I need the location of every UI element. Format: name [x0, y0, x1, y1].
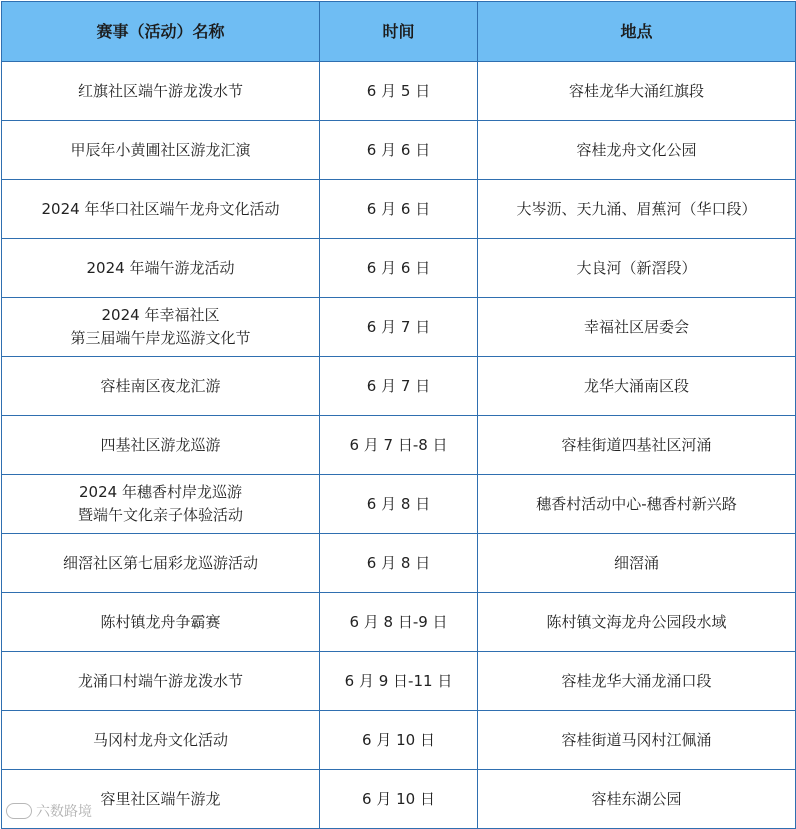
event-time-cell: 6 月 6 日 [320, 180, 478, 239]
event-time-cell: 6 月 7 日-8 日 [320, 416, 478, 475]
event-place-cell: 穗香村活动中心-穗香村新兴路 [478, 475, 796, 534]
event-place-cell: 容桂龙华大涌红旗段 [478, 62, 796, 121]
event-time-cell: 6 月 8 日-9 日 [320, 593, 478, 652]
event-place-cell: 陈村镇文海龙舟公园段水域 [478, 593, 796, 652]
table-row [2, 652, 796, 711]
header-time: 时间 [320, 2, 478, 62]
table-row [2, 534, 796, 593]
event-name-line: 容里社区端午游龙 [100, 789, 221, 808]
event-name-line: 2024 年端午游龙活动 [86, 258, 235, 277]
event-place-cell: 龙华大涌南区段 [478, 357, 796, 416]
event-name-cell [2, 121, 320, 180]
table-row [2, 62, 796, 121]
event-name-line: 马冈村龙舟文化活动 [92, 730, 228, 749]
table-row [2, 770, 796, 829]
event-name-cell [2, 239, 320, 298]
event-place-cell: 大岑沥、天九涌、眉蕉河（华口段） [478, 180, 796, 239]
event-time-cell: 6 月 7 日 [320, 357, 478, 416]
event-name-cell [2, 770, 320, 829]
event-place-cell: 容桂龙华大涌龙涌口段 [478, 652, 796, 711]
table-row [2, 711, 796, 770]
event-name-line: 龙涌口村端午游龙泼水节 [77, 671, 243, 690]
event-time-cell: 6 月 10 日 [320, 711, 478, 770]
event-name-cell [2, 593, 320, 652]
event-time-cell: 6 月 6 日 [320, 239, 478, 298]
event-name-line: 甲辰年小黄圃社区游龙汇演 [70, 140, 251, 159]
event-time-cell: 6 月 8 日 [320, 475, 478, 534]
event-name-cell [2, 711, 320, 770]
table-row [2, 357, 796, 416]
event-time-cell: 6 月 8 日 [320, 534, 478, 593]
event-name-cell [2, 62, 320, 121]
table-body [2, 62, 796, 829]
event-place-cell: 容桂龙舟文化公园 [478, 121, 796, 180]
event-name-line: 2024 年穗香村岸龙巡游 [79, 483, 242, 501]
event-place-cell: 容桂街道马冈村江佩涌 [478, 711, 796, 770]
table-header [2, 2, 796, 62]
event-time-cell: 6 月 9 日-11 日 [320, 652, 478, 711]
table-row [2, 475, 796, 534]
event-time-cell: 6 月 6 日 [320, 121, 478, 180]
event-name-line: 容桂南区夜龙汇游 [100, 376, 221, 395]
header-name: 赛事（活动）名称 [2, 2, 320, 62]
events-table [1, 1, 796, 829]
event-name-cell [2, 534, 320, 593]
event-name-line: 四基社区游龙巡游 [100, 435, 221, 454]
event-name-cell [2, 298, 320, 357]
table-row [2, 416, 796, 475]
event-place-cell: 细滘涌 [478, 534, 796, 593]
table-row [2, 593, 796, 652]
event-name-line: 陈村镇龙舟争霸赛 [100, 612, 221, 631]
table-row [2, 180, 796, 239]
header-row [2, 2, 796, 62]
table-row [2, 121, 796, 180]
event-name-line: 第三届端午岸龙巡游文化节 [70, 329, 251, 347]
event-place-cell: 容桂东湖公园 [478, 770, 796, 829]
event-time-cell: 6 月 10 日 [320, 770, 478, 829]
event-name-line: 2024 年幸福社区 [101, 306, 220, 324]
event-name-cell [2, 357, 320, 416]
event-name-cell [2, 416, 320, 475]
table-row [2, 298, 796, 357]
table-row [2, 239, 796, 298]
event-name-line: 暨端午文化亲子体验活动 [77, 506, 243, 524]
watermark-text: 六数路境 [36, 804, 92, 820]
event-name-line: 红旗社区端午游龙泼水节 [77, 81, 243, 100]
event-name-line: 2024 年华口社区端午龙舟文化活动 [41, 199, 280, 218]
header-place: 地点 [478, 2, 796, 62]
event-time-cell: 6 月 7 日 [320, 298, 478, 357]
event-time-cell: 6 月 5 日 [320, 62, 478, 121]
event-name-cell [2, 180, 320, 239]
event-place-cell: 容桂街道四基社区河涌 [478, 416, 796, 475]
event-place-cell: 大良河（新滘段） [478, 239, 796, 298]
event-name-cell [2, 475, 320, 534]
event-place-cell: 幸福社区居委会 [478, 298, 796, 357]
event-name-line: 细滘社区第七届彩龙巡游活动 [62, 553, 258, 572]
event-name-cell [2, 652, 320, 711]
